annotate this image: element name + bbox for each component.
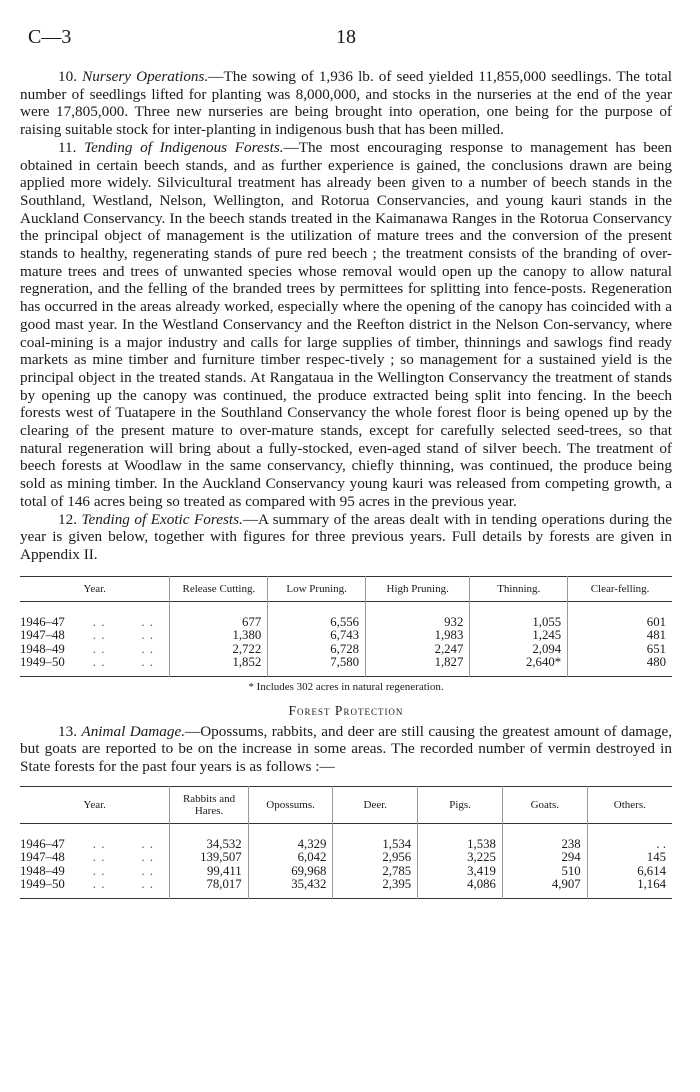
- table-cell: 7,580: [268, 656, 366, 676]
- paragraph-title: Nursery Operations.: [82, 68, 209, 85]
- table-cell: 294: [502, 851, 587, 865]
- table-cell: 1,983: [366, 629, 470, 643]
- table-cell: 4,329: [248, 838, 333, 852]
- table-cell: 1949–50 . . . .: [20, 878, 170, 898]
- table-cell: 932: [366, 616, 470, 630]
- table-header-row: [20, 576, 672, 601]
- table-cell: 480: [646, 655, 666, 670]
- page-header: [20, 26, 672, 54]
- table-cell: 145: [646, 850, 666, 865]
- paragraph-text: —A summary of the areas dealt with in tending operations during the year is given below, together with figures for three previous years. Full details by forests are given in Appendix II.: [20, 510, 672, 563]
- table-cell: 3,225: [418, 851, 503, 865]
- table-cell: 1947–48 . . . .: [20, 851, 170, 865]
- table-row: [20, 878, 672, 898]
- table-cell: 1948–49 . . . .: [20, 643, 170, 657]
- table-cell: 6,743: [268, 629, 366, 643]
- table-cell: 1,380: [170, 629, 268, 643]
- table-cell: 238: [502, 838, 587, 852]
- table-footnote: * Includes 302 acres in natural regeneration.: [248, 680, 444, 693]
- table-cell: 2,094: [470, 643, 568, 657]
- table-cell: 1949–50 . . . .: [20, 656, 170, 676]
- table-cell: 1947–48 . . . .: [20, 629, 170, 643]
- table-cell: 34,532: [170, 838, 248, 852]
- paragraph-nursery-operations: [20, 68, 672, 139]
- table-cell: 1,534: [333, 838, 418, 852]
- table-cell: 4,086: [418, 878, 503, 898]
- paragraph-title: Tending of Indigenous Forests.: [84, 138, 284, 156]
- column-header: Year.: [20, 576, 170, 601]
- paragraph-title: Tending of Exotic Forests.: [81, 510, 243, 528]
- page-number: 18: [336, 26, 356, 48]
- table-cell: 139,507: [170, 851, 248, 865]
- table-cell: 1,827: [366, 656, 470, 676]
- column-header: Year.: [20, 786, 170, 823]
- section-heading: Forest Protection: [288, 702, 404, 718]
- column-header: Thinning.: [470, 576, 568, 601]
- table-row: [20, 851, 672, 865]
- table-cell: 2,395: [333, 878, 418, 898]
- table-cell: 510: [502, 865, 587, 879]
- table-cell: 6,614: [637, 863, 666, 878]
- table-cell: 2,956: [333, 851, 418, 865]
- table-row: [20, 838, 672, 852]
- paragraph-text: —The most encouraging response to management has been obtained in certain beech stands, and as further experience is gained, the conclusions drawn are being applied more widely. Silvicultural treatment has already been given to a number of beech stands in the Southland, Westland, Nelson, Wellington, and Rotorua Conservancies, and young kauri stands in the Auckland Conservancy. In the beech stands treated in the Kaimanawa Ranges in the Rotorua Conservancy the principal object of management is the utilization of mature trees and the conversion of the present stands to healthy, regenerating stands of pure red beech ; the treatment consists of the branding of over-mature trees and trees of unwanted species whose removal would open up the canopy to allow natural regneration, and the felling of the branded trees by permittees for splitting into fence-posts. Regeneration has occurred in the areas already worked, especially where the opening of the canopy has coincided with a good mast year. In the Westland Conservancy and the Reefton district in the Nelson Con-servancy, where coal-mining is a major industry and calls for large supplies of timber, thinnings and sawlogs find ready markets as mine timber and furniture timber respec-tively ; so management for a sustained yield is the principal object in the treated stands. At Rangataua in the Wellington Conservancy the treatment of stands by opening up the canopy was continued, the produce extracted being split into fencing. In the beech forests west of Tuatapere in the Southland Conservancy the whole forest floor is being opened up by the clearing of the present mature to over-mature stands, except for carefully selected seed-trees, so that natural regeneration will bring about a fully-stocked, even-aged stand of silver beech. The treatment of beech forests at Woodlaw in the same conservancy, chiefly thinning, was continued, the produce being sold as mining timber. In the Auckland Conservancy young kauri was released from competing growth, a total of 146 acres being so treated as compared with 95 acres in the previous year.: [20, 138, 672, 510]
- table-header-row: [20, 786, 672, 823]
- table-cell: 481: [646, 628, 666, 643]
- paragraph-text: —The sowing of 1,936 lb. of seed yielded 11,855,000 seedlings. The total number of seedlings lifted for planting was 8,000,000, and stocks in the nurseries at the end of the year were 17,805,000. Three new nurseries are being brought into operation, one being for the purpose of raising suitable stock for inter-planting in indigenous bush that has been milled.: [20, 68, 673, 139]
- table-cell: 1946–47 . . . .: [20, 838, 170, 852]
- paragraph-tending-exotic: [20, 511, 672, 564]
- column-header: Low Pruning.: [268, 576, 366, 601]
- table-cell: 69,968: [248, 865, 333, 879]
- paragraph-number: 11.: [58, 138, 77, 156]
- column-header: Clear-felling.: [590, 582, 650, 595]
- table-cell: 1,164: [637, 877, 666, 892]
- table-cell: 1,245: [470, 629, 568, 643]
- column-header: Opossums.: [248, 786, 333, 823]
- document-reference: C—3: [28, 26, 72, 48]
- table-cell: 6,042: [248, 851, 333, 865]
- table-cell: 651: [646, 641, 666, 656]
- table-cell: 2,247: [366, 643, 470, 657]
- table-row: [20, 629, 672, 643]
- table-cell: 6,728: [268, 643, 366, 657]
- column-header: Rabbits and Hares.: [170, 786, 248, 823]
- table-cell: 677: [170, 616, 268, 630]
- paragraph-tending-indigenous: [20, 139, 672, 511]
- column-header: Others.: [613, 798, 646, 811]
- table-cell: 1,538: [418, 838, 503, 852]
- column-header: Deer.: [333, 786, 418, 823]
- table-cell: 1,852: [170, 656, 268, 676]
- table-cell: 3,419: [418, 865, 503, 879]
- table-cell: 1948–49 . . . .: [20, 865, 170, 879]
- column-header: Goats.: [502, 786, 587, 823]
- paragraph-number: 10.: [58, 68, 77, 85]
- table-cell: 78,017: [170, 878, 248, 898]
- paragraph-number: 12.: [58, 510, 77, 528]
- table-cell: 1946–47 . . . .: [20, 616, 170, 630]
- table-row: [20, 643, 672, 657]
- table-cell: 2,785: [333, 865, 418, 879]
- paragraph-number: 13.: [58, 722, 77, 740]
- table-row: [20, 616, 672, 630]
- paragraph-title: Animal Damage.: [81, 722, 185, 740]
- paragraph-animal-damage: [20, 723, 672, 776]
- tending-table: [20, 576, 672, 677]
- table-cell: 4,907: [502, 878, 587, 898]
- table-cell: 1,055: [470, 616, 568, 630]
- table-cell: . .: [656, 836, 666, 851]
- table-cell: 99,411: [170, 865, 248, 879]
- table-row: [20, 865, 672, 879]
- table-cell: 35,432: [248, 878, 333, 898]
- column-header: High Pruning.: [366, 576, 470, 601]
- column-header: Release Cutting.: [170, 576, 268, 601]
- vermin-table: [20, 786, 672, 899]
- table-cell: 6,556: [268, 616, 366, 630]
- table-cell: 2,722: [170, 643, 268, 657]
- body-text: [20, 68, 672, 899]
- table-cell: 2,640*: [470, 656, 568, 676]
- paragraph-text: —Opossums, rabbits, and deer are still causing the greatest amount of damage, but goats are reported to be on the increase in some areas. The recorded number of vermin destroyed in State forests for the past four years is as follows :—: [20, 722, 672, 776]
- table-row: [20, 656, 672, 676]
- column-header: Pigs.: [418, 786, 503, 823]
- table-cell: 601: [646, 614, 666, 629]
